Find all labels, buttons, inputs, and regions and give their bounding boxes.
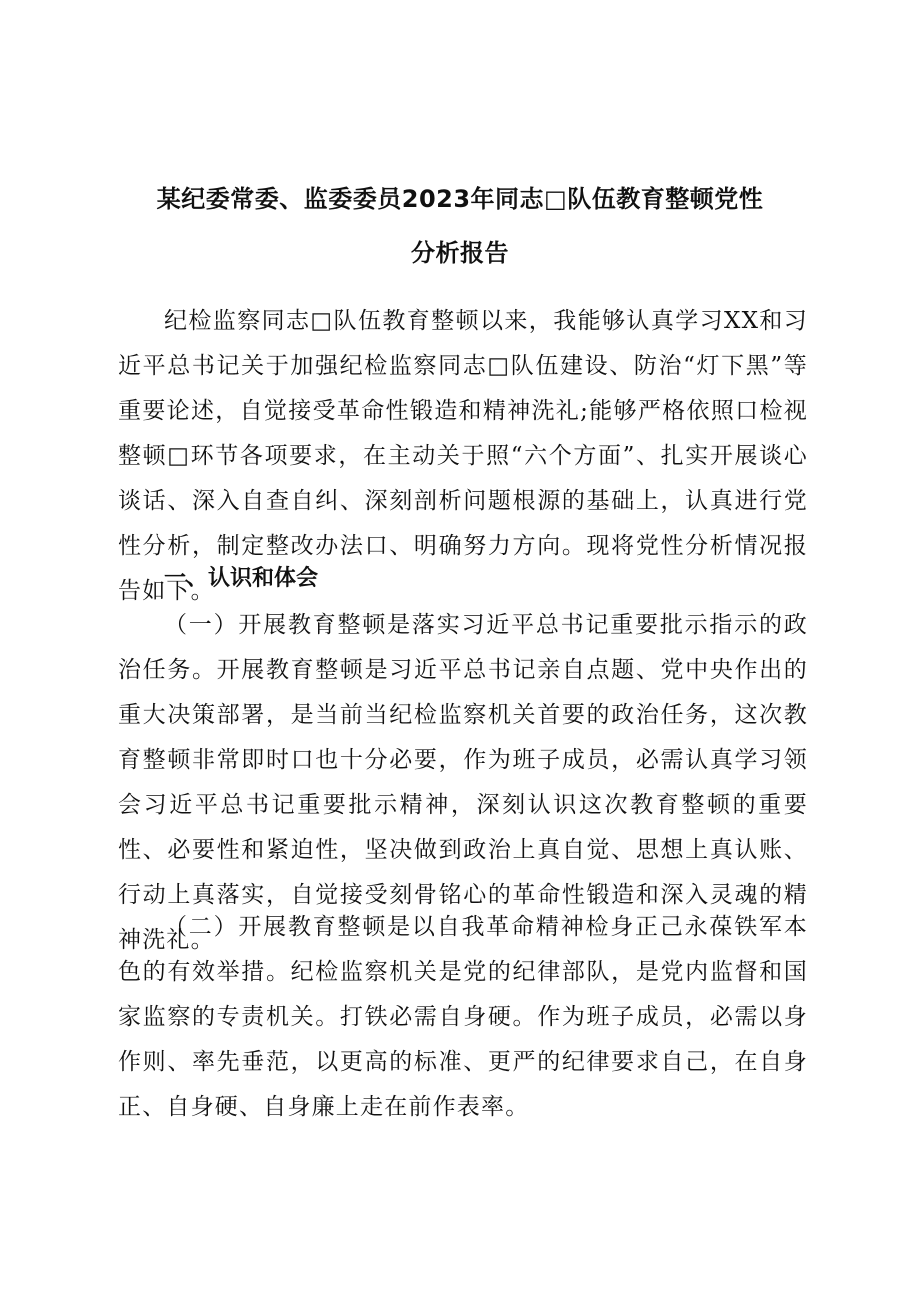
paragraph-item-2: （二）开展教育整顿是以自我革命精神检身正己永葆铁军本色的有效举措。纪检监察机关是党的纪律部队，是党内监督和国家监察的专责机关。打铁必需自身硬。作为班子成员，必需以身作则、率先垂范，以更高的标准、更严的纪律要求自己，在自身正、自身硬、自身廉上走在前作表率。 <box>118 914 808 1120</box>
paragraph-item-1: （一）开展教育整顿是落实习近平总书记重要批示指示的政治任务。开展教育整顿是习近平总书记亲自点题、党中央作出的重大决策部署，是当前当纪检监察机关首要的政治任务，这次教育整顿非常即时口也十分必要，作为班子成员，必需认真学习领会习近平总书记重要批示精神，深刻认识这次教育整顿的重要性、必要性和紧迫性，坚决做到政治上真自觉、思想上真认账、行动上真落实，自觉接受刻骨铭心的革命性锻造和深入灵魂的精神洗礼。 <box>118 612 808 953</box>
intro-paragraph: 纪检监察同志□队伍教育整顿以来，我能够认真学习XX和习近平总书记关于加强纪检监察同志□队伍建设、防治“灯下黑”等重要论述，自觉接受革命性锻造和精神洗礼;能够严格依照口检视整顿□环节各项要求，在主动关于照“六个方面”、扎实开展谈心谈话、深入自查自纠、深刻剖析问题根源的基础上，认真进行党性分析，制定整改办法口、明确努力方向。现将党性分析情况报告如下。 <box>118 308 808 604</box>
section-heading-understanding: 一、认识和体会 <box>164 566 319 591</box>
document-title-line-2: 分析报告 <box>411 239 509 267</box>
document-title-line-1: 某纪委常委、监委委员2023年同志□队伍教育整顿党性 <box>156 185 764 213</box>
